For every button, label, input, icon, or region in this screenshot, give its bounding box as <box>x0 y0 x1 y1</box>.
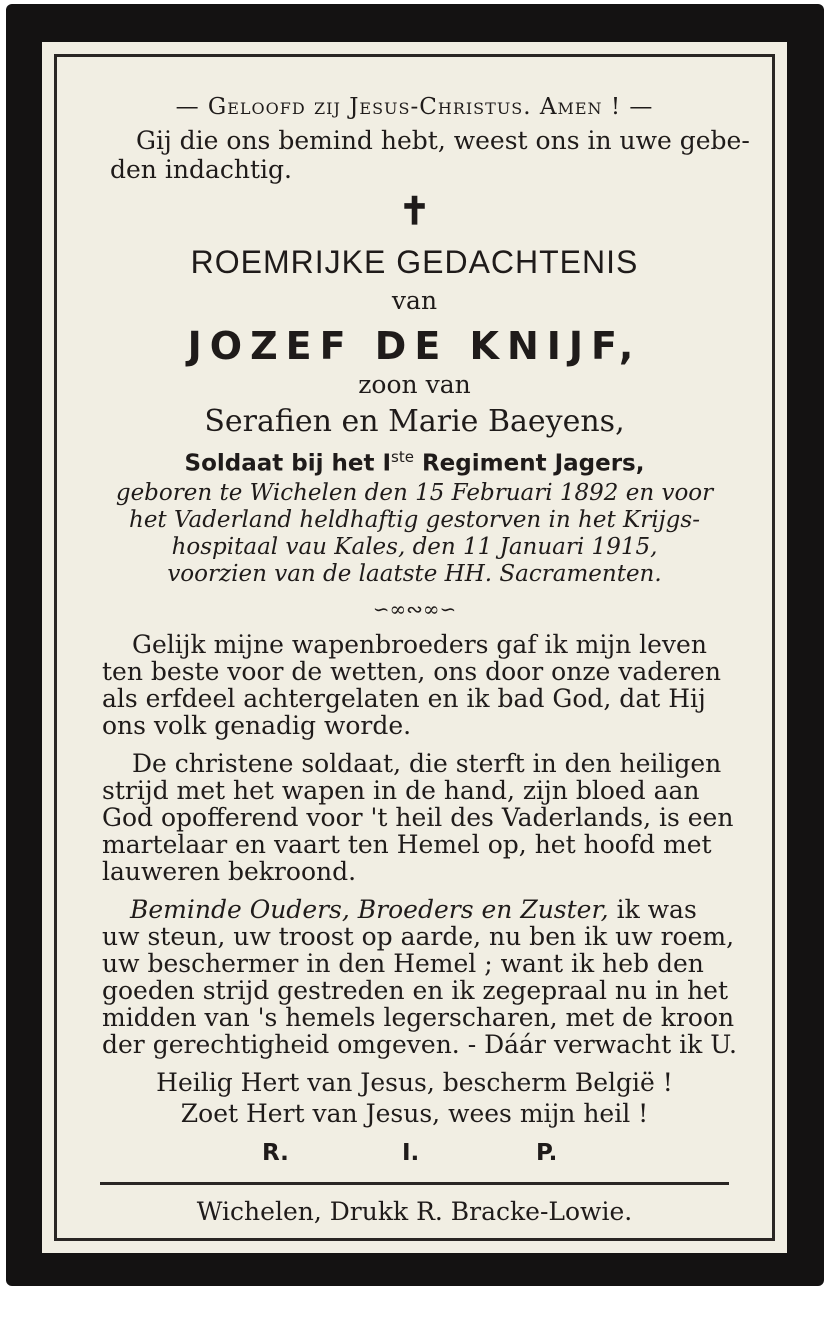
p3-line-1: Beminde Ouders, Broeders en Zuster, ik was <box>130 895 697 924</box>
p1-line-3: als erfdeel achtergelaten en ik bad God, dat Hij <box>102 684 706 713</box>
p3-line-2: uw steun, uw troost op aarde, nu ben ik uw roem, <box>102 922 735 951</box>
p3-line-6: der gerechtigheid omgeven. - Dáár verwacht ik U. <box>102 1030 737 1059</box>
rip-r: R. <box>262 1140 289 1166</box>
p3-line-4: goeden strijd gestreden en ik zegepraal nu in het <box>102 976 729 1005</box>
memorial-card <box>6 4 824 1286</box>
p2-line-4: martelaar en vaart ten Hemel op, het hoofd met <box>102 830 712 859</box>
parents-names: Serafien en Marie Baeyens, <box>204 404 625 439</box>
address-to-family: Beminde Ouders, Broeders en Zuster, <box>130 895 609 924</box>
prayer-line-2: Zoet Hert van Jesus, wees mijn heil ! <box>180 1099 649 1128</box>
rip-i: I. <box>402 1140 420 1166</box>
p1-line-2: ten beste voor de wetten, ons door onze vaderen <box>102 657 721 686</box>
motto: — Geloofd zij Jesus-Christus. Amen ! — <box>175 94 654 120</box>
p2-line-2: strijd met het wapen in de hand, zijn bloed aan <box>102 776 700 805</box>
van-label: van <box>391 286 438 315</box>
bio-line-2: het Vaderland heldhaftig gestorven in het Krijgs- <box>129 507 700 533</box>
footer-rule <box>100 1182 729 1185</box>
p2-line-5: lauweren bekroond. <box>102 857 357 886</box>
prayer-line-1: Heilig Hert van Jesus, bescherm België ! <box>156 1068 673 1097</box>
request-line-2: den indachtig. <box>110 155 292 184</box>
p2-line-3: God opofferend voor 't heil des Vaderlands, is een <box>102 803 734 832</box>
deceased-name: JOZEF DE KNIJF, <box>187 324 642 368</box>
card-face <box>42 42 787 1253</box>
p1-line-1: Gelijk mijne wapenbroeders gaf ik mijn leven <box>132 630 707 659</box>
p1-line-4: ons volk genadig worde. <box>102 711 412 740</box>
son-of-label: zoon van <box>358 370 471 399</box>
bio-line-4: voorzien van de laatste HH. Sacramenten. <box>167 561 662 587</box>
cross-icon: ✝ <box>398 188 431 233</box>
printer-credit: Wichelen, Drukk R. Bracke-Lowie. <box>196 1197 633 1226</box>
p2-line-1: De christene soldaat, die sterft in den heiligen <box>132 749 722 778</box>
p3-line-3: uw beschermer in den Hemel ; want ik heb den <box>102 949 704 978</box>
rank-line: Soldaat bij het Iste Regiment Jagers, <box>184 448 645 477</box>
request-line-1: Gij die ons bemind hebt, weest ons in uwe gebe- <box>136 126 750 155</box>
ornament-divider: ∽∞∾∞∽ <box>372 597 457 621</box>
bio-line-1: geboren te Wichelen den 15 Februari 1892 en voor <box>115 480 714 506</box>
bio-line-3: hospitaal vau Kales, den 11 Januari 1915, <box>171 534 658 560</box>
memorial-heading: ROEMRIJKE GEDACHTENIS <box>190 244 639 280</box>
rip-p: P. <box>536 1140 558 1166</box>
p3-line-5: midden van 's hemels legerscharen, met de kroon <box>102 1003 735 1032</box>
